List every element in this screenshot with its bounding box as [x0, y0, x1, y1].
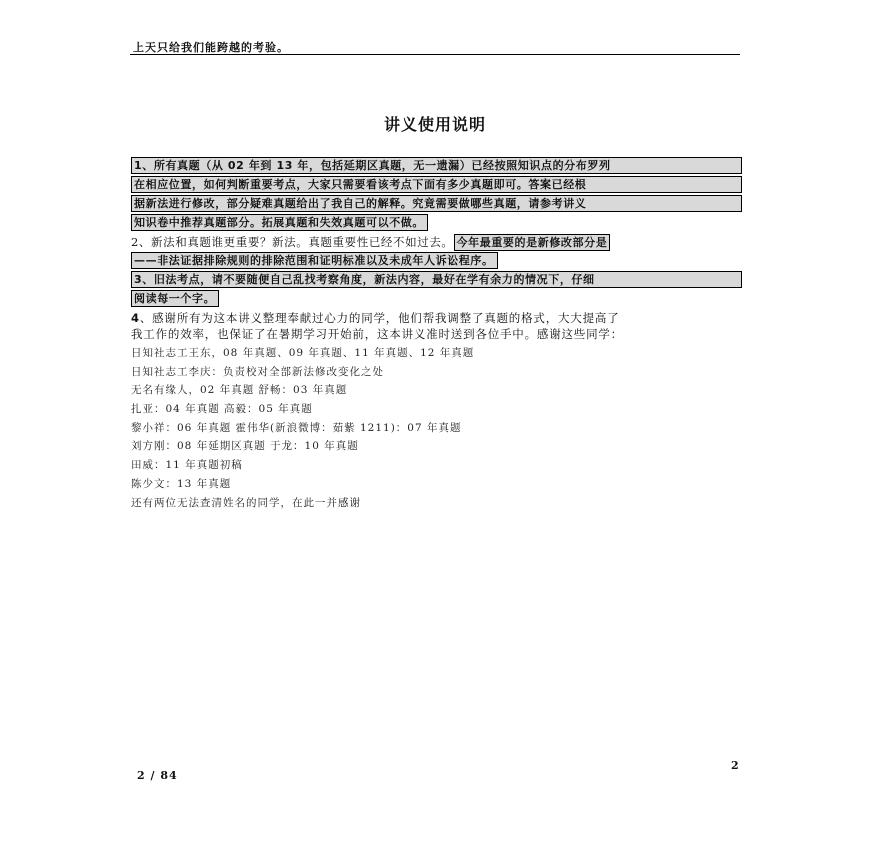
thanks-entry: 无名有缘人，02 年真题 舒畅：03 年真题 [131, 384, 348, 397]
item-4-text: 、感谢所有为这本讲义整理奉献过心力的同学，他们帮我调整了真题的格式，大大提高了 [139, 311, 620, 325]
thanks-entry: 日知社志工李庆：负责校对全部新法修改变化之处 [131, 365, 384, 378]
item-1 [131, 157, 743, 231]
header-motto: 上天只给我们能跨越的考验。 [133, 41, 289, 54]
item-1-line: 在相应位置，如何判断重要考点，大家只需要看该考点下面有多少真题即可。答案已经根 [131, 176, 742, 193]
thanks-list [131, 344, 743, 512]
header-rule [130, 54, 740, 55]
item-3-line: 3、旧法考点，请不要随便自己乱找考察角度，新法内容，最好在学有余力的情况下，仔细 [131, 271, 742, 288]
item-2-highlight: 今年最重要的是新修改部分是 [454, 234, 611, 251]
thanks-entry: 刘方刚：08 年延期区真题 于龙：10 年真题 [131, 440, 359, 453]
thanks-entry: 黎小祥：06 年真题 霍伟华(新浪微博：茹紫 1211)：07 年真题 [131, 421, 462, 434]
page-title: 讲义使用说明 [383, 115, 486, 134]
item-3-line: 阅读每一个字。 [131, 290, 219, 307]
item-1-line: 知识卷中推荐真题部分。拓展真题和失效真题可以不做。 [131, 214, 428, 231]
item-4-line [131, 310, 743, 326]
item-4 [131, 310, 743, 342]
item-1-line: 据新法进行修改，部分疑难真题给出了我自己的解释。究竟需要做哪些真题，请参考讲义 [131, 195, 742, 212]
thanks-entry: 日知社志工王东，08 年真题、09 年真题、11 年真题、12 年真题 [131, 347, 475, 359]
thanks-entry: 陈少文：13 年真题 [131, 477, 232, 490]
item-1-line: 1、所有真题（从 02 年到 13 年，包括延期区真题，无一遗漏）已经按照知识点的分布罗列 [131, 157, 742, 174]
document-body [131, 157, 743, 512]
page-number: 2 [731, 759, 739, 772]
item-2-first-line [131, 233, 743, 252]
thanks-entry: 还有两位无法查清姓名的同学，在此一并感谢 [131, 496, 361, 509]
item-2-plain-text: 2、新法和真题谁更重要？新法。真题重要性已经不如过去。 [131, 235, 454, 249]
item-4-line: 我工作的效率，也保证了在暑期学习开始前，这本讲义准时送到各位手中。感谢这些同学： [131, 327, 623, 341]
item-2 [131, 233, 743, 269]
item-4-number: 4 [131, 311, 140, 325]
thanks-entry: 扎亚：04 年真题 高毅：05 年真题 [131, 403, 313, 416]
item-2-highlight-line: ——非法证据排除规则的排除范围和证明标准以及未成年人诉讼程序。 [131, 252, 498, 269]
page-counter: 2 / 84 [137, 769, 178, 782]
item-3 [131, 271, 743, 307]
thanks-entry: 田威：11 年真题初稿 [131, 459, 243, 472]
